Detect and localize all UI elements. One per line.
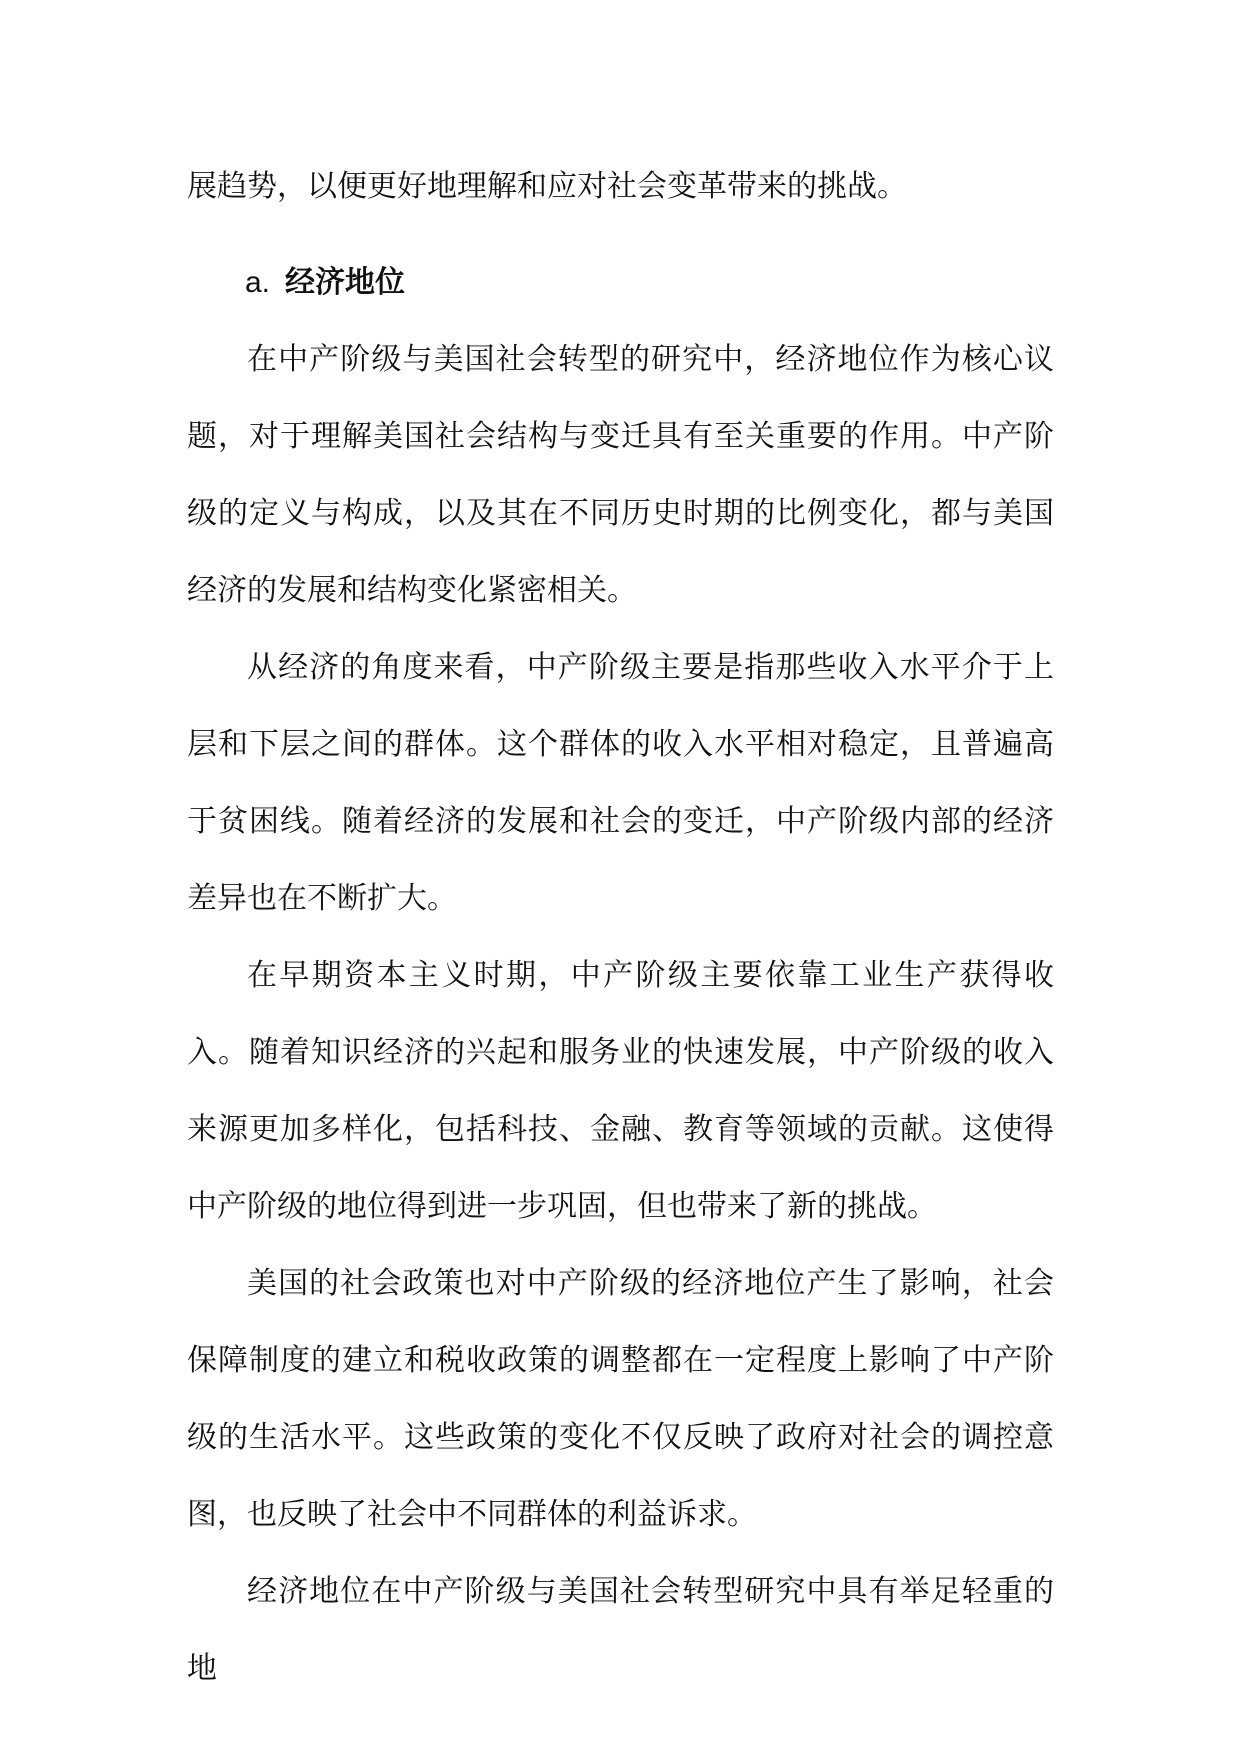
section-heading [187,244,1054,321]
spacer [187,225,1054,244]
body-paragraph: 美国的社会政策也对中产阶级的经济地位产生了影响，社会保障制度的建立和税收政策的调整都在一定程度上影响了中产阶级的生活水平。这些政策的变化不仅反映了政府对社会的调控意图，也反映了社会中不同群体的利益诉求。 [187,1266,1054,1532]
section-title: 经济地位 [285,265,405,300]
continued-paragraph: 展趋势，以便更好地理解和应对社会变革带来的挑战。 [187,169,907,204]
body-paragraph: 从经济的角度来看，中产阶级主要是指那些收入水平介于上层和下层之间的群体。这个群体的收入水平相对稳定，且普遍高于贫困线。随着经济的发展和社会的变迁，中产阶级内部的经济差异也在不断扩大。 [187,650,1054,916]
body-paragraph: 在中产阶级与美国社会转型的研究中，经济地位作为核心议题，对于理解美国社会结构与变迁具有至关重要的作用。中产阶级的定义与构成，以及其在不同历史时期的比例变化，都与美国经济的发展和结构变化紧密相关。 [187,342,1054,608]
document-body [187,148,1054,1707]
body-paragraph: 经济地位在中产阶级与美国社会转型研究中具有举足轻重的地 [187,1574,1054,1686]
body-paragraph: 在早期资本主义时期，中产阶级主要依靠工业生产获得收入。随着知识经济的兴起和服务业的快速发展，中产阶级的收入来源更加多样化，包括科技、金融、教育等领域的贡献。这使得中产阶级的地位得到进一步巩固，但也带来了新的挑战。 [187,958,1054,1224]
section-marker: a. [245,266,271,299]
